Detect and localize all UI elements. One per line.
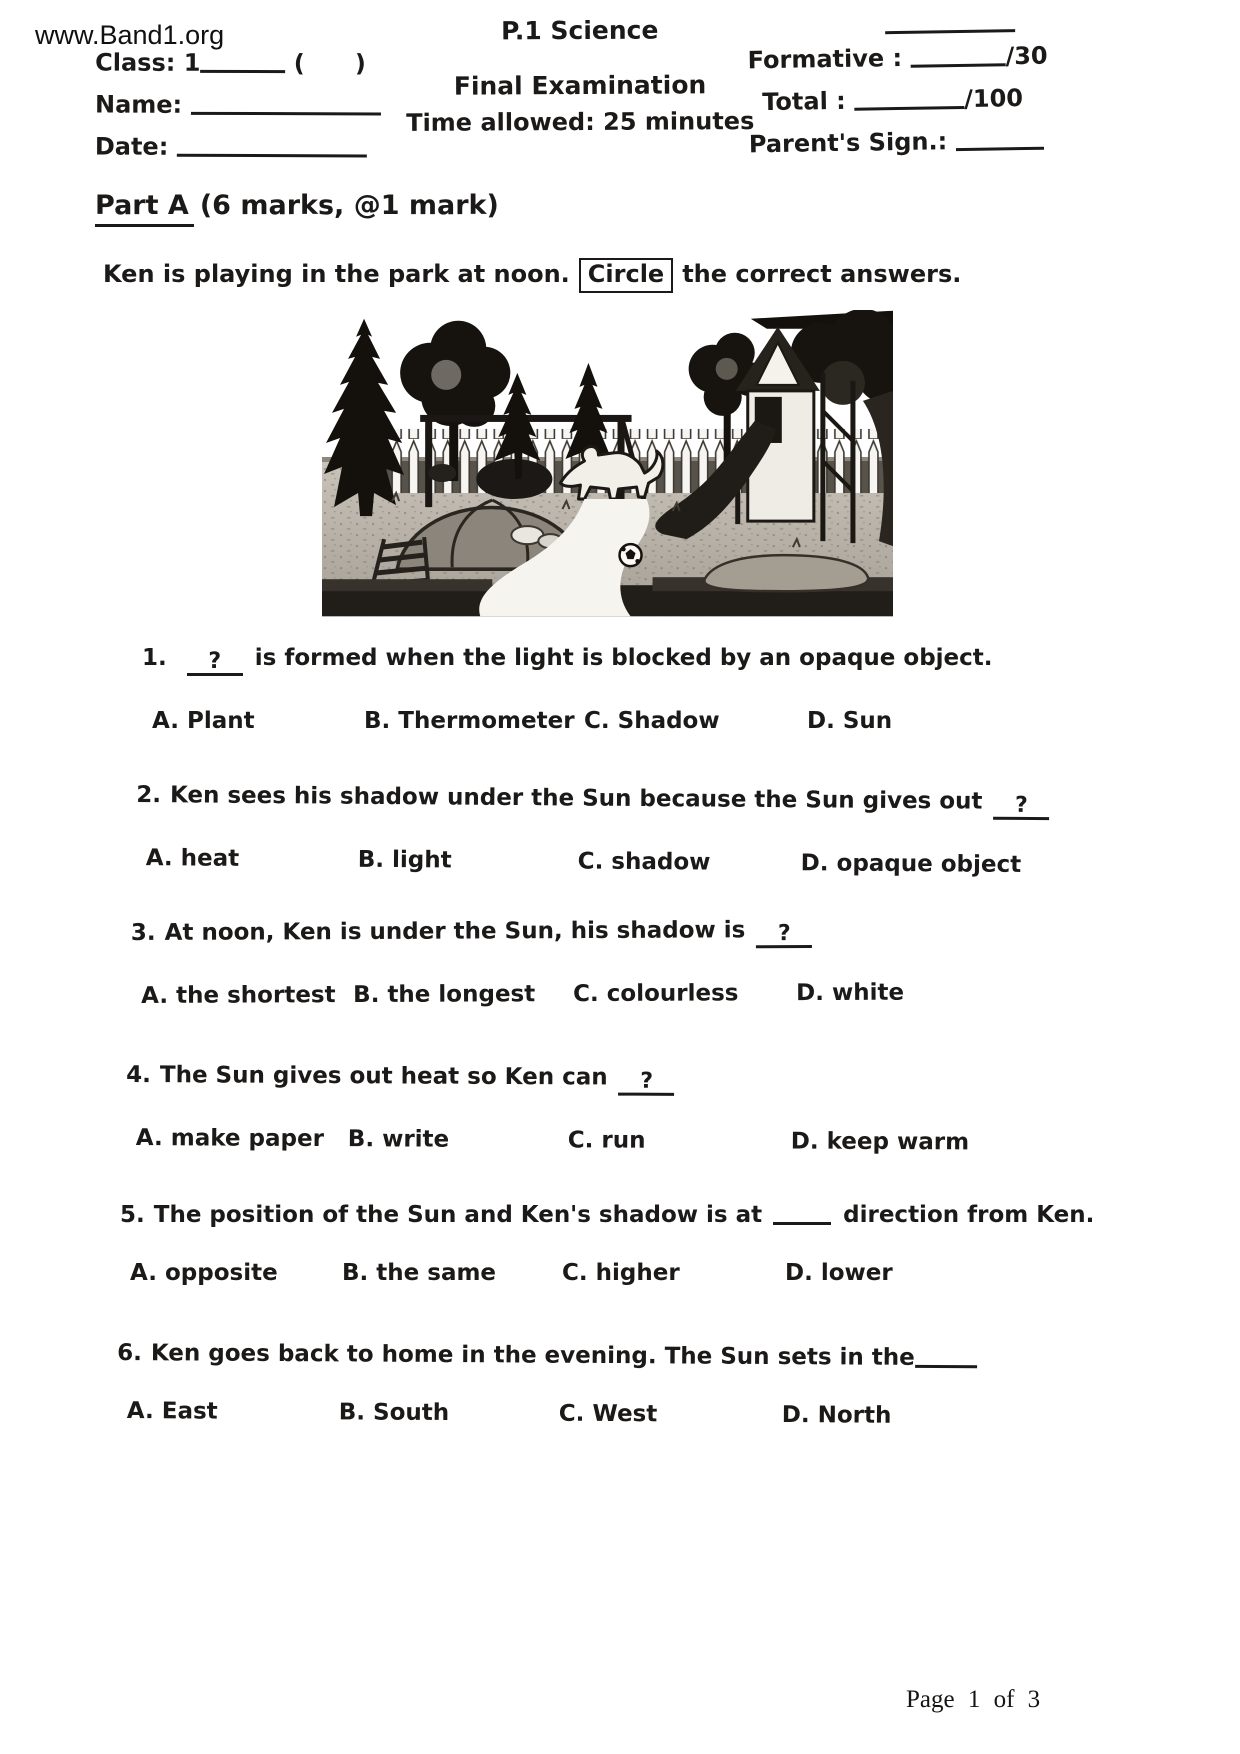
option-b[interactable]: B. Thermometer bbox=[364, 708, 575, 734]
student-info-block bbox=[95, 46, 381, 173]
formative-label: Formative : bbox=[747, 43, 903, 75]
formative-score-field[interactable] bbox=[910, 43, 1005, 67]
question-3-options bbox=[141, 980, 904, 1009]
option-c[interactable]: C. Shadow bbox=[584, 708, 720, 734]
option-a[interactable]: A. opposite bbox=[130, 1260, 278, 1286]
class-label: Class: 1 bbox=[95, 48, 201, 77]
date-row bbox=[95, 130, 381, 173]
class-number-paren: ( ) bbox=[293, 49, 366, 78]
answer-blank[interactable]: ? bbox=[619, 1071, 675, 1096]
score-top-field[interactable] bbox=[885, 9, 1015, 34]
instruction-post: the correct answers. bbox=[682, 260, 962, 288]
instruction-pre: Ken is playing in the park at noon. bbox=[103, 260, 570, 288]
circle-keyword-box: Circle bbox=[579, 258, 673, 293]
option-c[interactable]: C. colourless bbox=[573, 980, 739, 1008]
option-b[interactable]: B. light bbox=[357, 846, 452, 874]
site-watermark: www.Band1.org bbox=[35, 20, 225, 50]
option-a[interactable]: A. heat bbox=[145, 845, 240, 872]
class-row bbox=[95, 46, 381, 89]
option-b[interactable]: B. the longest bbox=[353, 981, 536, 1009]
answer-blank[interactable]: ? bbox=[756, 923, 812, 948]
instruction-line bbox=[103, 258, 961, 293]
playground-scene-svg bbox=[322, 310, 893, 617]
option-b[interactable]: B. South bbox=[338, 1399, 450, 1427]
option-c[interactable]: C. West bbox=[558, 1400, 658, 1428]
answer-blank[interactable] bbox=[915, 1365, 977, 1368]
option-a[interactable]: A. Plant bbox=[152, 708, 255, 734]
total-row bbox=[748, 80, 1049, 127]
parent-sign-label: Parent's Sign.: bbox=[748, 127, 948, 159]
question-5-options bbox=[130, 1260, 1094, 1286]
option-a[interactable]: A. make paper bbox=[135, 1125, 325, 1153]
answer-blank[interactable]: ? bbox=[993, 795, 1049, 820]
option-b[interactable]: B. the same bbox=[342, 1260, 497, 1286]
option-c[interactable]: C. shadow bbox=[577, 848, 711, 876]
date-label: Date: bbox=[94, 132, 169, 161]
question-4-options bbox=[136, 1125, 969, 1155]
question-5-text: 5. The position of the Sun and Ken's shadow is at direction from Ken. bbox=[120, 1202, 1095, 1228]
formative-denominator: /30 bbox=[1005, 41, 1048, 71]
total-denominator: /100 bbox=[963, 84, 1024, 113]
park-illustration bbox=[322, 310, 893, 617]
question-1-text: 1. ? is formed when the light is blocked by an opaque object. bbox=[142, 645, 993, 674]
question-3 bbox=[131, 917, 904, 1009]
answer-blank[interactable]: ? bbox=[187, 651, 243, 676]
question-6-text: 6. Ken goes back to home in the evening. The Sun sets in the bbox=[117, 1340, 989, 1371]
option-a[interactable]: A. East bbox=[126, 1398, 218, 1425]
exam-title-block bbox=[400, 15, 761, 137]
question-4-text: 4. The Sun gives out heat so Ken can ? bbox=[126, 1062, 969, 1097]
formative-row bbox=[747, 38, 1048, 85]
page-number: Page 1 of 3 bbox=[906, 1686, 1041, 1713]
option-d[interactable]: D. Sun bbox=[807, 708, 893, 734]
name-field[interactable] bbox=[191, 92, 381, 116]
class-field[interactable] bbox=[200, 50, 285, 73]
option-d[interactable]: D. opaque object bbox=[800, 850, 1022, 878]
question-5 bbox=[120, 1202, 1094, 1286]
option-d[interactable]: D. keep warm bbox=[790, 1128, 970, 1156]
name-label: Name: bbox=[94, 90, 183, 119]
question-4 bbox=[126, 1062, 970, 1155]
option-c[interactable]: C. run bbox=[567, 1127, 646, 1154]
option-d[interactable]: D. lower bbox=[785, 1260, 893, 1286]
question-2-text: 2. Ken sees his shadow under the Sun because the Sun gives out ? bbox=[136, 782, 1061, 820]
exam-subject: P.1 Science bbox=[501, 15, 659, 46]
part-a-marks: (6 marks, @1 mark) bbox=[199, 190, 499, 221]
option-d[interactable]: D. North bbox=[781, 1402, 892, 1429]
option-a[interactable]: A. the shortest bbox=[141, 982, 336, 1009]
question-6 bbox=[117, 1340, 989, 1429]
time-allowed: Time allowed: 25 minutes bbox=[406, 107, 755, 137]
name-row bbox=[95, 88, 381, 131]
total-label: Total : bbox=[762, 86, 846, 117]
option-d[interactable]: D. white bbox=[796, 979, 905, 1007]
parent-sign-field[interactable] bbox=[955, 127, 1043, 151]
parent-sign-row bbox=[749, 122, 1050, 169]
score-top-line-row bbox=[747, 4, 1048, 43]
option-b[interactable]: B. write bbox=[347, 1126, 450, 1153]
date-field[interactable] bbox=[177, 134, 367, 158]
part-a-title: Part A bbox=[95, 190, 194, 227]
question-6-options bbox=[127, 1398, 989, 1429]
total-score-field[interactable] bbox=[854, 86, 964, 111]
exam-name: Final Examination bbox=[453, 70, 707, 101]
question-2-options bbox=[146, 845, 1061, 878]
part-a-heading bbox=[95, 190, 499, 227]
question-1-options bbox=[152, 708, 993, 734]
answer-blank[interactable] bbox=[773, 1222, 831, 1225]
option-c[interactable]: C. higher bbox=[562, 1260, 680, 1286]
question-2 bbox=[136, 782, 1062, 878]
score-block bbox=[747, 4, 1050, 169]
question-1 bbox=[142, 645, 993, 734]
question-3-text: 3. At noon, Ken is under the Sun, his shadow is ? bbox=[131, 917, 904, 951]
